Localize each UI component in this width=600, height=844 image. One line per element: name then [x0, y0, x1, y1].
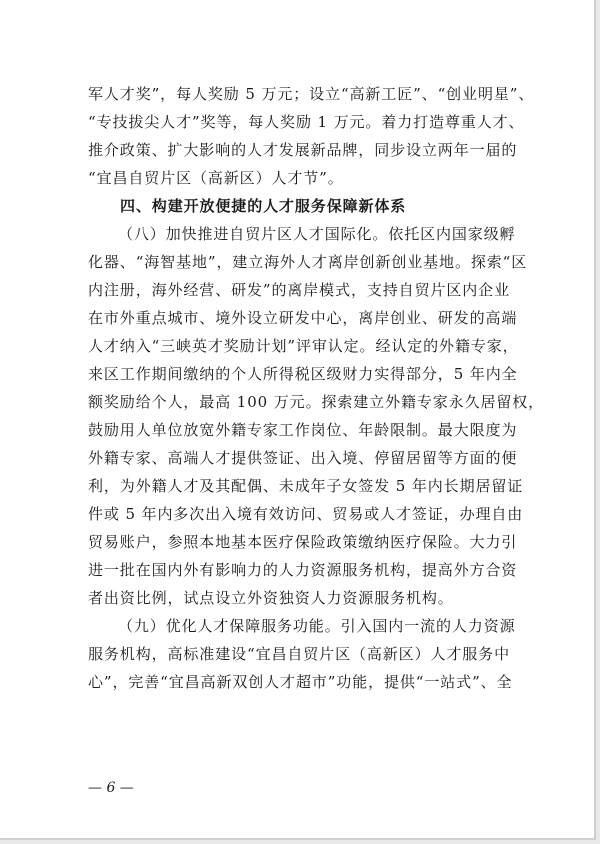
- text-line: 人才纳入“三峡英才奖励计划”评审认定。经认定的外籍专家，: [88, 337, 519, 355]
- text-line: 心”，完善“宜昌高新双创人才超市”功能，提供“一站式”、全: [88, 673, 513, 691]
- text-line: 化器、“海智基地”，建立海外人才离岸创新创业基地。探索“区: [88, 253, 528, 271]
- text-line: 服务机构，高标准建设“宜昌自贸片区（高新区）人才服务中: [88, 645, 510, 663]
- text-line: 鼓励用人单位放宽外籍专家工作岗位、年龄限制。最大限度为: [88, 421, 518, 439]
- document-body: [88, 80, 545, 696]
- text-line: 内注册，海外经营、研发”的离岸模式，支持自贸片区内企业: [88, 281, 510, 299]
- text-line: 来区工作期间缴纳的个人所得税区级财力实得部分，5 年内全: [88, 365, 518, 383]
- text-line: 利，为外籍人才及其配偶、未成年子女签发 5 年内长期居留证: [88, 477, 524, 495]
- section-heading: 四、构建开放便捷的人才服务保障新体系: [120, 197, 407, 215]
- text-line: 贸易账户，参照本地基本医疗保险政策缴纳医疗保险。大力引: [88, 533, 518, 551]
- text-line: 额奖励给个人，最高 100 万元。探索建立外籍专家永久居留权，: [88, 393, 545, 411]
- text-line: 件或 5 年内多次出入境有效访问、贸易或人才签证，办理自由: [88, 505, 524, 523]
- text-line: 者出资比例，试点设立外资独资人力资源服务机构。: [88, 589, 454, 607]
- text-line: 军人才奖”，每人奖励 5 万元；设立“高新工匠”、“创业明星”、: [88, 85, 535, 103]
- text-line: 进一批在国内外有影响力的人力资源服务机构，提高外方合资: [88, 561, 518, 579]
- text-line: “专技拔尖人才”奖等，每人奖励 1 万元。着力打造尊重人才、: [88, 113, 525, 131]
- text-line: “宜昌自贸片区（高新区）人才节”。: [88, 169, 344, 187]
- page-number: — 6 —: [88, 780, 134, 796]
- text-line: （八）加快推进自贸片区人才国际化。依托区内国家级孵: [118, 225, 516, 243]
- text-line: 外籍专家、高端人才提供签证、出入境、停留居留等方面的便: [88, 449, 518, 467]
- text-line: 推介政策、扩大影响的人才发展新品牌，同步设立两年一届的: [88, 141, 518, 159]
- text-line: （九）优化人才保障服务功能。引入国内一流的人力资源: [118, 617, 516, 635]
- text-line: 在市外重点城市、境外设立研发中心，离岸创业、研发的高端: [88, 309, 518, 327]
